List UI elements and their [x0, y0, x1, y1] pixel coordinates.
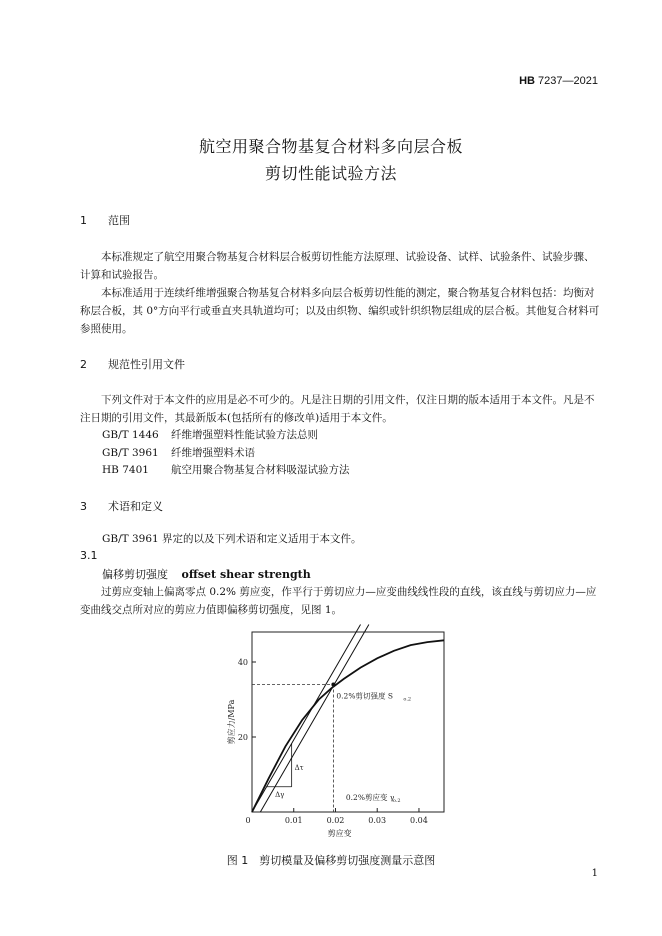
delta-gamma-label: Δγ: [275, 790, 285, 799]
section-1-para-2: 本标准适用于连续纤维增强聚合物基复合材料多向层合板剪切性能的测定，聚合物基复合材料包括：均衡对称层合板，其 0°方向平行或垂直夹具轨道均可；以及由织物、编织或针织织物层组成的层合板。其他复合材料可参照使用。: [80, 287, 600, 335]
reference-item: HB 7401 航空用聚合物基复合材料吸湿试验方法: [102, 464, 350, 476]
x-axis-label: 剪应变: [327, 829, 352, 838]
strain-annotation: 0.2%剪应变 γ: [345, 793, 395, 802]
figure-caption: 图 1 剪切模量及偏移剪切强度测量示意图: [226, 854, 436, 867]
term-heading: 偏移剪切强度 offset shear strength: [102, 568, 311, 581]
x-tick-label: 0.04: [410, 816, 428, 825]
strength-annotation: 0.2%剪切强度 S: [336, 691, 393, 701]
strain-annotation-sub: o.2: [392, 798, 401, 804]
term-number: 3.1: [80, 549, 98, 562]
x-tick-label: 0.01: [284, 816, 303, 825]
reference-item: GB/T 3961 纤维增强塑料术语: [102, 447, 255, 459]
stress-strain-curve: [252, 640, 444, 812]
intersection-point: [331, 683, 335, 687]
y-tick-label: 40: [237, 658, 248, 667]
reference-item: GB/T 1446 纤维增强塑料性能试验方法总则: [102, 429, 318, 441]
x-tick-label: 0.02: [326, 816, 345, 825]
y-axis-label: 剪应力/MPa: [227, 699, 236, 745]
shear-stress-strain-figure: [222, 622, 452, 844]
term-definition: 过剪应变轴上偏离零点 0.2% 剪应变，作平行于剪切应力—应变曲线线性段的直线，该直线与剪切应力—应变曲线交点所对应的剪应力值即偏移剪切强度，见图 1。: [80, 586, 597, 616]
modulus-line: [252, 625, 361, 813]
strength-annotation-sub: o.2: [403, 696, 412, 703]
page-number: 1: [591, 868, 598, 879]
x-tick-label: 0: [245, 816, 251, 825]
section-3-heading: 3 术语和定义: [80, 500, 163, 513]
x-tick-label: 0.03: [368, 816, 387, 825]
y-tick-label: 20: [237, 733, 248, 742]
delta-tau-label: Δτ: [294, 764, 304, 773]
offset-line: [260, 625, 369, 813]
plot-frame: [252, 632, 444, 812]
section-1-para-1: 本标准规定了航空用聚合物基复合材料层合板剪切性能方法原理、试验设备、试样、试验条件、试验步骤、计算和试验报告。: [80, 251, 595, 281]
section-1-heading: 1 范围: [80, 214, 130, 227]
standard-number: HB 7237—2021: [519, 75, 598, 87]
section-2-para-1: 下列文件对于本文件的应用是必不可少的。凡是注日期的引用文件，仅注日期的版本适用于本文件。凡是不注日期的引用文件，其最新版本(包括所有的修改单)适用于本文件。: [80, 394, 595, 424]
page-title-line1: 航空用聚合物基复合材料多向层合板: [198, 137, 463, 156]
page-title-line2: 剪切性能试验方法: [264, 164, 397, 183]
section-3-para-1: GB/T 3961 界定的以及下列术语和定义适用于本文件。: [102, 533, 362, 545]
section-2-heading: 2 规范性引用文件: [80, 358, 185, 371]
